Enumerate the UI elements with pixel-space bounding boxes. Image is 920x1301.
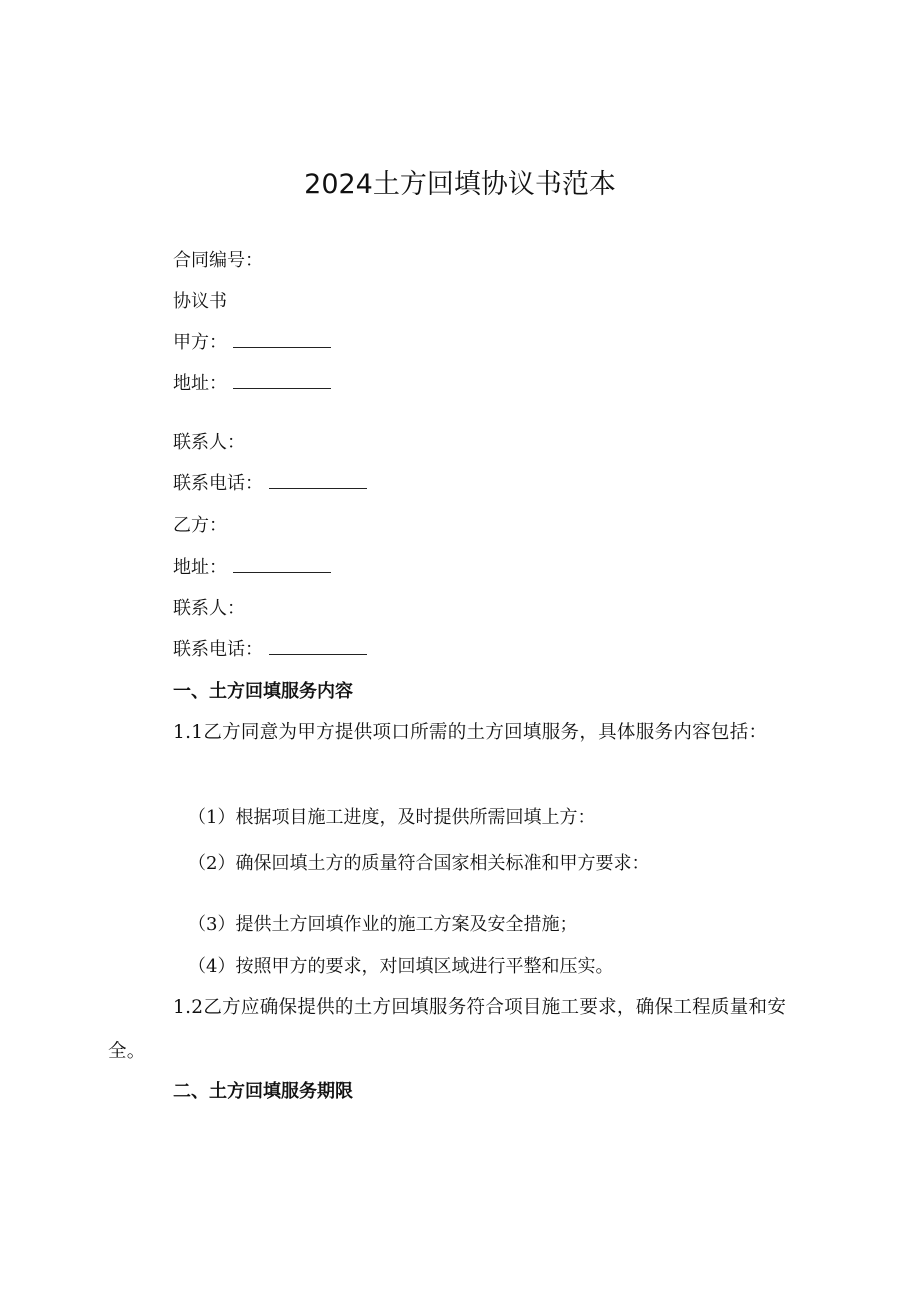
section-2-heading: 二、土方回填服务期限 xyxy=(173,1081,353,1102)
party-b-phone-label: 联系电话： xyxy=(173,639,263,660)
page-title: 2024土方回填协议书范本 xyxy=(304,169,616,200)
service-item-4: （4）按照甲方的要求，对回填区域进行平整和压实。 xyxy=(188,956,614,977)
party-b-label: 乙方： xyxy=(173,515,227,536)
clause-1-1: 1.1乙方同意为甲方提供项口所需的土方回填服务，具体服务内容包括： xyxy=(173,722,768,743)
clause-1-2: 1.2乙方应确保提供的土方回填服务符合项目施工要求，确保工程质量和安全。 xyxy=(108,997,787,1062)
party-b-phone-blank xyxy=(269,639,367,655)
party-b-address-label: 地址： xyxy=(173,557,227,578)
party-a-row xyxy=(173,331,331,355)
contract-number-label: 合同编号： xyxy=(173,250,263,271)
party-a-contact-label: 联系人： xyxy=(173,432,245,453)
party-b-address-blank xyxy=(233,557,331,573)
party-a-address-row xyxy=(173,372,331,396)
party-b-phone-row xyxy=(173,638,367,662)
party-a-blank xyxy=(233,332,331,348)
party-a-label: 甲方： xyxy=(173,332,227,353)
party-a-phone-blank xyxy=(269,473,367,489)
party-b-contact-label: 联系人： xyxy=(173,598,245,619)
party-a-phone-label: 联系电话： xyxy=(173,473,263,494)
service-item-2: （2）确保回填土方的质量符合国家相关标准和甲方要求： xyxy=(188,853,650,874)
section-1-heading: 一、土方回填服务内容 xyxy=(173,681,353,702)
service-item-3: （3）提供土方回填作业的施工方案及安全措施； xyxy=(188,914,578,935)
agreement-label: 协议书 xyxy=(173,291,227,312)
party-a-address-blank xyxy=(233,373,331,389)
party-a-phone-row xyxy=(173,472,367,496)
party-a-address-label: 地址： xyxy=(173,373,227,394)
party-b-address-row xyxy=(173,556,331,580)
service-item-1: （1）根据项目施工进度，及时提供所需回填上方： xyxy=(188,807,596,828)
